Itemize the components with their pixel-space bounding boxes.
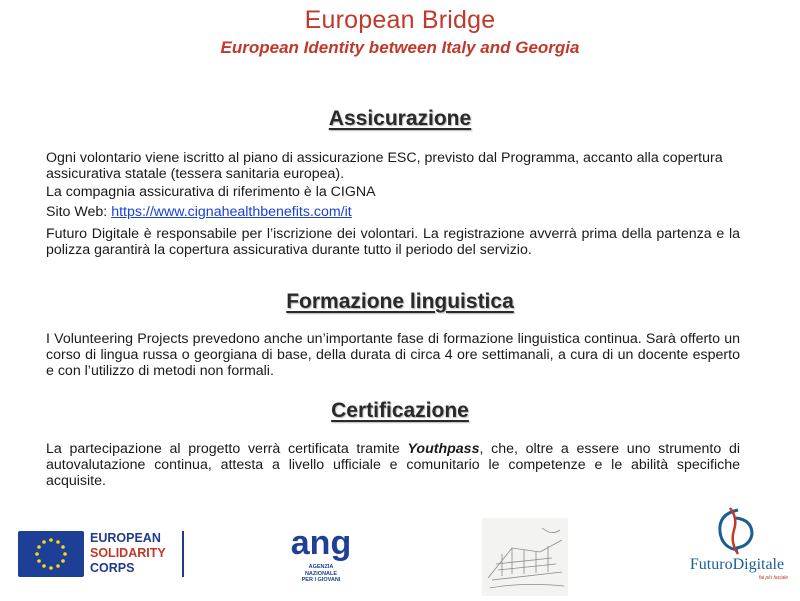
ang-sub-line1: AGENZIA xyxy=(308,564,334,570)
ang-sub-line2: NAZIONALE xyxy=(304,570,338,577)
eu-logo-divider xyxy=(182,531,184,577)
futuro-digitale-logo xyxy=(684,504,790,594)
sketch-building-image xyxy=(482,518,568,596)
website-label: Sito Web: xyxy=(46,204,112,220)
page-title: European Bridge xyxy=(304,6,496,34)
certification-paragraph xyxy=(46,441,740,489)
eu-flag-icon xyxy=(18,531,84,577)
section-heading-language: Formazione linguistica xyxy=(286,290,514,313)
insurance-paragraph-1: Ogni volontario viene iscritto al piano di assicurazione ESC, previsto dal Programma, accanto alla copertura assicurativa statale (tessera sanitaria europea). xyxy=(46,150,723,182)
ang-logo xyxy=(285,524,357,586)
certification-text-start: La partecipazione al progetto verrà certificata tramite xyxy=(46,441,408,457)
insurance-paragraph-2: La compagnia assicurativa di riferimento è la CIGNA xyxy=(46,184,376,200)
ang-subtitle xyxy=(285,564,357,584)
european-solidarity-corps-logo xyxy=(18,531,184,577)
section-heading-certification: Certificazione xyxy=(331,399,469,422)
futuro-digitale-name: FuturoDigitale xyxy=(689,556,785,573)
page-subtitle: European Identity between Italy and Georgia xyxy=(220,38,580,57)
cigna-website-link[interactable]: https://www.cignahealthbenefits.com/it xyxy=(111,204,352,220)
eu-logo-line3: CORPS xyxy=(90,561,135,575)
youthpass-term: Youthpass xyxy=(407,441,480,457)
eu-logo-text xyxy=(90,531,180,576)
ang-sub-line3: PER I GIOVANI xyxy=(301,577,341,583)
certification-text-end: , che, oltre a essere uno strumento di autovalutazione continua, attesta a livello ufficiale e comunitario le competenze e le abilità specifiche acquisite. xyxy=(46,441,740,489)
futuro-digitale-mark-icon xyxy=(704,504,770,556)
ang-mark-icon xyxy=(285,524,357,564)
insurance-paragraph-4: Futuro Digitale è responsabile per l’iscrizione dei volontari. La registrazione avverrà prima della partenza e la polizza garantirà la copertura assicurativa durante tutto il periodo del servizio. xyxy=(46,226,740,258)
eu-logo-line1: EUROPEAN xyxy=(90,531,161,545)
section-heading-insurance: Assicurazione xyxy=(328,107,472,130)
insurance-website-line xyxy=(46,204,740,220)
eu-logo-line2: SOLIDARITY xyxy=(90,546,166,560)
language-paragraph: I Volunteering Projects prevedono anche un’importante fase di formazione linguistica continua. Sarà offerto un corso di lingua russa o georgiana di base, della durata di circa 4 ore settimanali, a cura di un docente esperto e con l’utilizzo di metodi non formali. xyxy=(46,331,740,379)
svg-text:ang: ang xyxy=(290,524,352,562)
futuro-digitale-tagline: fai più faciale xyxy=(758,575,788,581)
